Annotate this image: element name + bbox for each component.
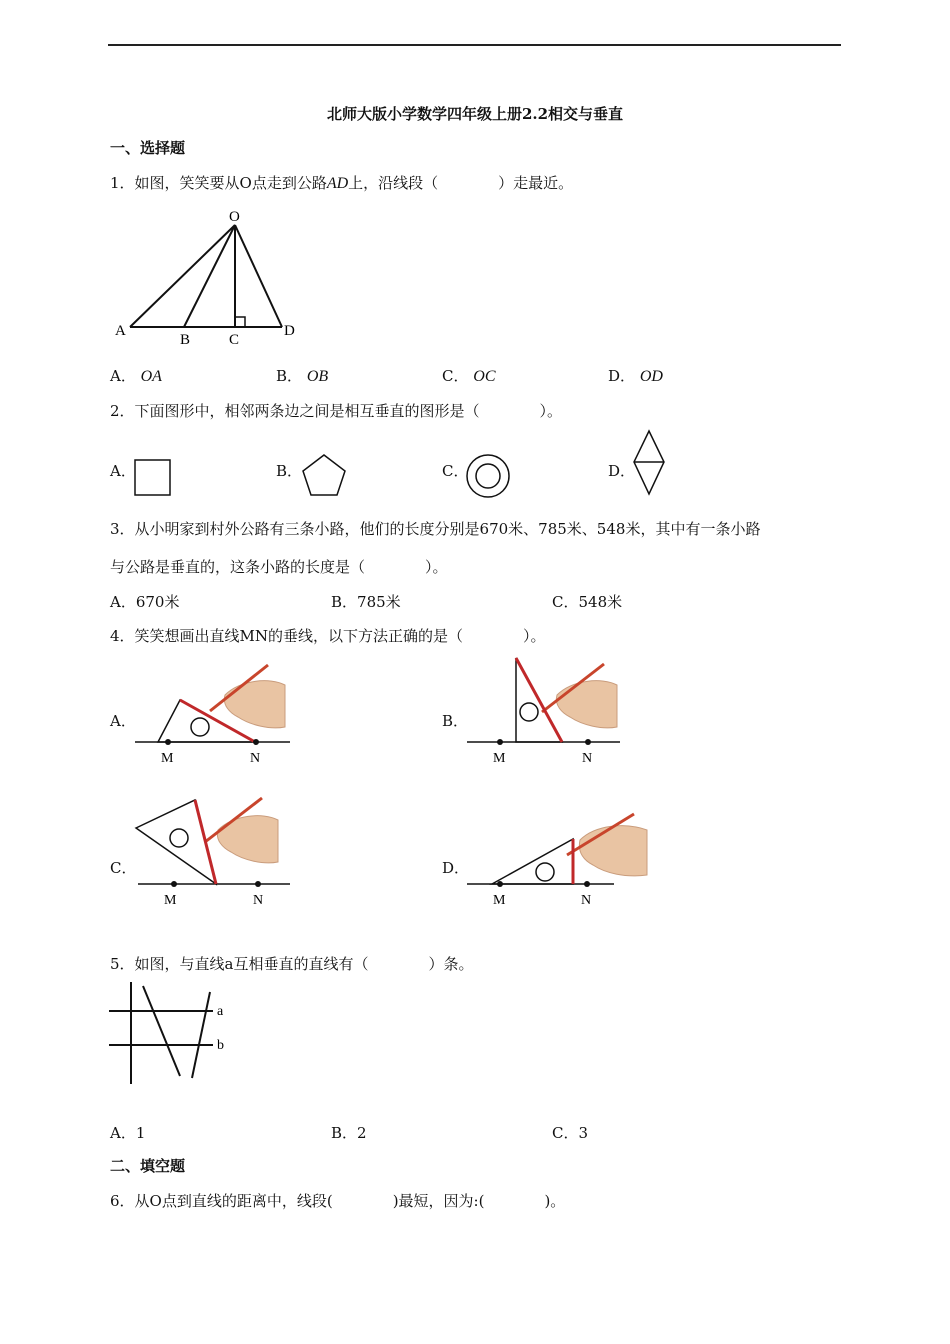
q4-stem: 4．笑笑想画出直线MN的垂线，以下方法正确的是（ ）。 (110, 627, 546, 645)
svg-text:N: N (582, 751, 593, 766)
hand-icon (542, 664, 617, 728)
page-title: 北师大版小学数学四年级上册2.2相交与垂直 (326, 105, 624, 123)
q5-stem: 5．如图，与直线a互相垂直的直线有（ ）条。 (110, 955, 474, 973)
q1-option-a[interactable]: A． OA (110, 367, 162, 385)
top-rule (108, 44, 841, 46)
q2-option-d[interactable]: D． (608, 462, 636, 480)
q1-option-d[interactable]: D． OD (608, 367, 663, 385)
hand-icon (567, 814, 647, 876)
q4-option-c[interactable]: C． (110, 859, 137, 877)
q2-option-a[interactable]: A． (110, 462, 136, 480)
q5-lines-figure (105, 978, 235, 1090)
svg-text:M: M (164, 893, 177, 908)
q5-option-c[interactable]: C．3 (552, 1124, 589, 1142)
q3-option-c[interactable]: C．548米 (552, 593, 623, 611)
q5-option-b[interactable]: B．2 (331, 1124, 367, 1142)
pentagon-icon (300, 452, 350, 500)
q1-triangle-figure (110, 205, 310, 350)
q1-label-d: D (284, 323, 295, 339)
hand-icon (210, 665, 285, 728)
q4-figure-a (130, 655, 300, 770)
q3-option-a[interactable]: A．670米 (110, 593, 180, 611)
q4-option-a[interactable]: A． (110, 712, 136, 730)
svg-text:M: M (493, 751, 506, 766)
ring-icon (464, 452, 512, 500)
line-label-b: b (217, 1038, 224, 1053)
section-choice-heading: 一、选择题 (110, 139, 186, 157)
q4-figure-b (462, 650, 632, 770)
q1-label-b: B (180, 332, 191, 348)
svg-text:N: N (250, 751, 261, 766)
q1-stem-tail: 上，沿线段（ ）走最近。 (348, 174, 574, 192)
q3-stem-line2: 与公路是垂直的，这条小路的长度是（ ）。 (110, 558, 448, 576)
q4-figure-d (462, 800, 652, 912)
svg-text:N: N (581, 893, 592, 908)
svg-text:M: M (161, 751, 174, 766)
svg-text:M: M (493, 893, 506, 908)
q4-option-d[interactable]: D． (442, 859, 470, 877)
q4-figure-c (130, 792, 300, 912)
q2-option-c[interactable]: C． (442, 462, 469, 480)
rhombus-icon (630, 428, 670, 498)
square-icon (133, 458, 173, 498)
q4-option-b[interactable]: B． (442, 712, 469, 730)
line-label-a: a (217, 1004, 224, 1019)
q1-stem (110, 172, 573, 193)
q1-option-b[interactable]: B． OB (276, 367, 329, 385)
q2-option-b[interactable]: B． (276, 462, 303, 480)
svg-text:N: N (253, 893, 264, 908)
q5-option-a[interactable]: A．1 (110, 1124, 146, 1142)
q1-stem-text: 1．如图，笑笑要从O点走到公路 (110, 174, 327, 192)
q3-option-b[interactable]: B．785米 (331, 593, 401, 611)
q1-option-c[interactable]: C． OC (442, 367, 496, 385)
q1-label-c: C (229, 332, 240, 348)
q2-stem: 2．下面图形中，相邻两条边之间是相互垂直的图形是（ ）。 (110, 402, 563, 420)
q6-stem: 6．从O点到直线的距离中，线段( )最短，因为:( )。 (110, 1192, 566, 1210)
section-fill-heading: 二、填空题 (110, 1157, 186, 1175)
q1-label-o: O (229, 209, 240, 225)
q3-stem-line1: 3．从小明家到村外公路有三条小路，他们的长度分别是670米、785米、548米，其中有一条小路 (110, 520, 761, 538)
q1-label-a: A (115, 323, 126, 339)
hand-icon (205, 798, 278, 863)
q1-stem-var: AD (326, 175, 349, 192)
